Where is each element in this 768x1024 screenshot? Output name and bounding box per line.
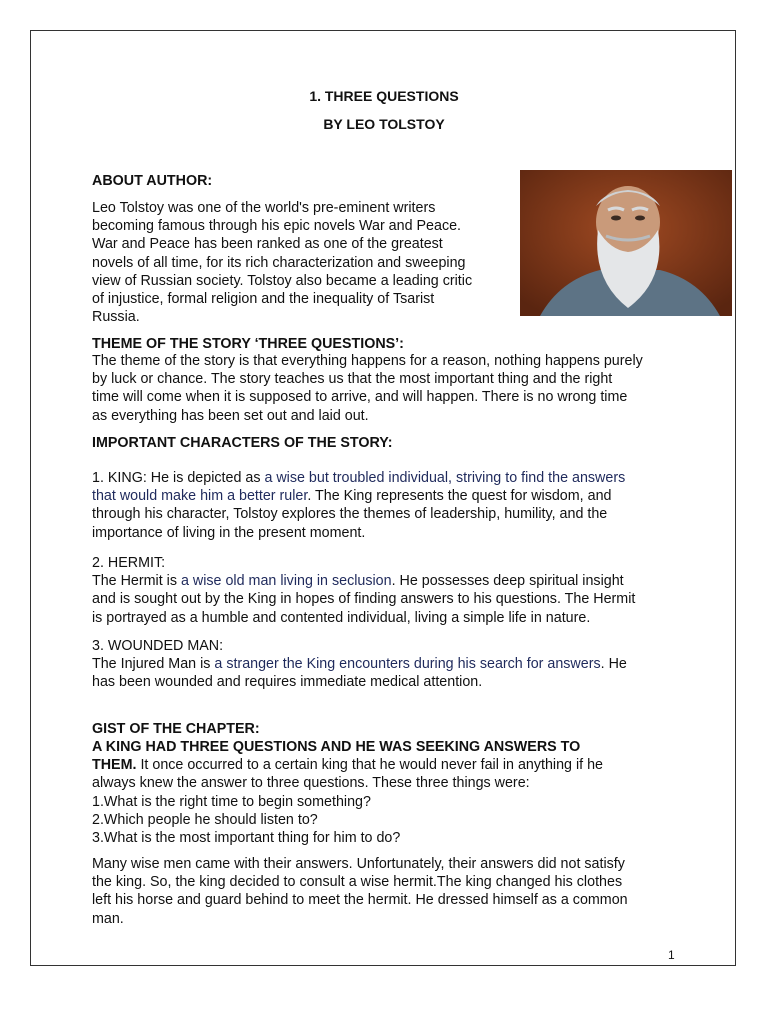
about-line: novels of all time, for its rich characterization and sweeping [92,254,466,271]
wounded-highlight: a stranger the King encounters during his search for answers [214,656,601,673]
document-byline: BY LEO TOLSTOY [323,116,445,132]
theme-line: time will come when it is supposed to arrive, and will happen. There is no wrong time [92,389,628,406]
about-line: Leo Tolstoy was one of the world's pre-eminent writers [92,200,436,216]
wounded-text: The Injured Man is [92,656,215,673]
theme-line: The theme of the story is that everything happens for a reason, nothing happens purely [92,353,643,369]
gist-line: always knew the answer to three questions. These three things were: [92,775,530,792]
gist-question: 3.What is the most important thing for him to do? [92,830,401,847]
wounded-text: has been wounded and requires immediate medical attention. [92,674,483,691]
about-line: War and Peace has been ranked as one of the greatest [92,236,443,253]
about-line: of injustice, formal religion and the inequality of Tsarist [92,291,435,308]
gist-text [92,738,603,847]
final-line: left his horse and guard behind to meet the hermit. He dressed himself as a common [92,892,628,909]
king-highlight: that would make him a better ruler [92,488,308,505]
wounded-label: 3. WOUNDED MAN: [92,638,224,654]
wounded-man-description [92,637,627,692]
wounded-text: . He [600,656,627,673]
about-line: becoming famous through his epic novels War and Peace. [92,218,462,235]
final-line: the king. So, the king decided to consult a wise hermit.The king changed his clothes [92,874,623,891]
document-title: 1. THREE QUESTIONS [309,88,459,104]
hermit-text: and is sought out by the King in hopes of finding answers to his questions. The Hermit [92,591,636,608]
king-description [92,469,625,542]
king-text: importance of living in the present moment. [92,524,366,541]
final-line: Many wise men came with their answers. Unfortunately, their answers did not satisfy [92,856,625,872]
hermit-text: is portrayed as a humble and contented individual, living a simple life in nature. [92,609,591,626]
hermit-text: The Hermit is [92,573,181,590]
gist-line: It once occurred to a certain king that he would never fail in anything if he [136,757,603,774]
gist-subheading: THEM. [92,757,137,774]
king-highlight: a wise but troubled individual, striving to find the answers [264,470,626,486]
about-author-heading: ABOUT AUTHOR: [92,173,213,189]
theme-text [92,352,643,425]
gist-question: 2.Which people he should listen to? [92,811,318,828]
final-paragraph [92,855,628,928]
king-text: 1. KING: He is depicted as [92,470,265,486]
king-text: through his character, Tolstoy explores the themes of leadership, humility, and the [92,506,608,523]
final-line: man. [92,910,124,927]
hermit-label: 2. HERMIT: [92,555,166,571]
author-portrait [520,170,732,316]
hermit-text: . He possesses deep spiritual insight [391,573,624,590]
theme-line: as everything has been set out and laid out. [92,407,369,424]
about-author-text [92,199,512,326]
gist-heading: GIST OF THE CHAPTER: [92,721,260,737]
theme-line: by luck or chance. The story teaches us that the most important thing and the right [92,371,613,388]
king-text: . The King represents the quest for wisdom, and [307,488,612,505]
about-line: Russia. [92,309,140,326]
theme-heading: THEME OF THE STORY ‘THREE QUESTIONS’: [92,336,404,352]
characters-heading: IMPORTANT CHARACTERS OF THE STORY: [92,435,393,451]
about-line: view of Russian society. Tolstoy also became a leading critic [92,272,473,289]
page-number: 1 [668,948,675,962]
gist-question: 1.What is the right time to begin something? [92,793,371,810]
hermit-highlight: a wise old man living in seclusion [180,573,392,590]
hermit-description [92,554,635,627]
gist-subheading: A KING HAD THREE QUESTIONS AND HE WAS SEEKING ANSWERS TO [92,739,581,755]
